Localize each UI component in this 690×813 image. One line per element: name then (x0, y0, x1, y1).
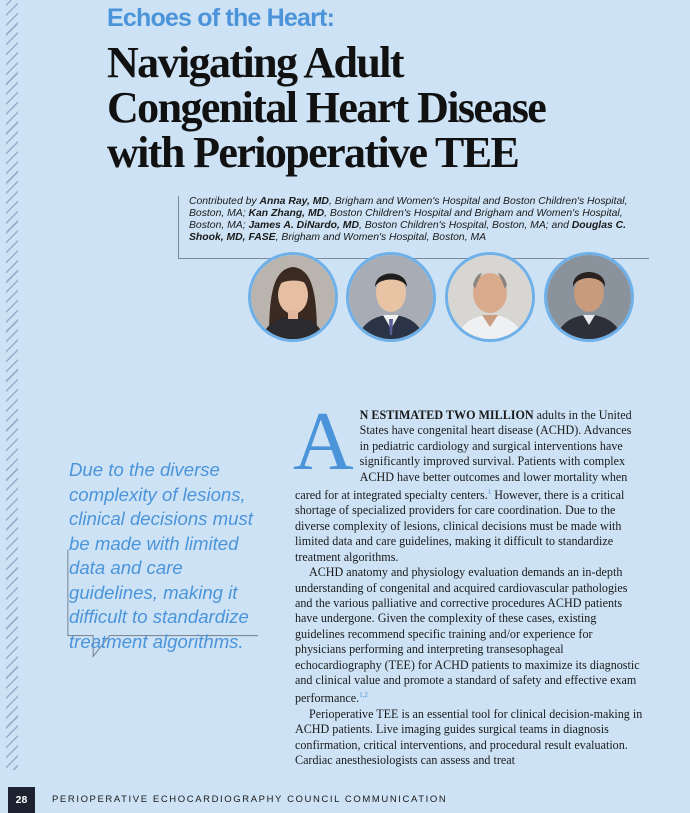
author-affiliation-3: , Boston Children's Hospital, Boston, MA; and (358, 220, 572, 231)
paragraph-1-a: adults in the United States have congenital heart disease (ACHD). Advances in pediatric cardiology and surgical interventions have significantly improved survival. Patients with complex ACHD have better outcomes and lower mortality when cared for at integrated specialty centers. (295, 408, 632, 503)
reference-2[interactable]: 1,2 (359, 691, 368, 700)
author-name-3: James A. DiNardo, MD (248, 220, 359, 231)
byline-frame (178, 196, 649, 259)
paragraph-1-b: However, there is a critical shortage of specialized providers for care coordination. Due to the diverse complexity of lesions, clinical decisions must be made with limited data and care guidelines, making it difficult to standardize treatment algorithms. (295, 488, 625, 564)
page-number: 28 (8, 787, 35, 813)
author-affiliation-1: , Brigham and Women's Hospital and Boston Children's Hospital, Boston, MA; (189, 196, 628, 219)
article-title (107, 40, 545, 175)
pull-quote-text: Due to the diverse complexity of lesions, clinical decisions must be made with limited data and care guidelines, making it difficult to standardize treatment algorithms. (69, 459, 253, 652)
author-photo-3 (445, 252, 535, 342)
publication-name: PERIOPERATIVE ECHOCARDIOGRAPHY COUNCIL COMMUNICATION (52, 794, 448, 805)
author-name-4: Douglas C. Shook, MD, FASE (189, 220, 627, 243)
author-byline (179, 196, 649, 244)
drop-cap: A (293, 395, 354, 488)
author-photo-1 (248, 252, 338, 342)
title-line-2: Congenital Heart Disease (107, 83, 546, 132)
author-affiliation-2: , Boston Children's Hospital and Brigham and Women's Hospital, Boston, MA; (189, 208, 623, 231)
author-affiliation-4: , Brigham and Women's Hospital, Boston, MA (275, 232, 487, 243)
paragraph-3: Perioperative TEE is an essential tool for clinical decision-making in ACHD patients. Live imaging guides surgical teams in diagnosis confirmation, critical interventions, and procedural result evaluation. Cardiac anesthesiologists can assess and treat (295, 706, 643, 767)
author-name-2: Kan Zhang, MD (248, 208, 325, 219)
byline-prefix: Contributed by (189, 196, 260, 207)
author-name-1: Anna Ray, MD (259, 196, 329, 207)
author-photo-2 (346, 252, 436, 342)
title-line-3: with Perioperative TEE (107, 128, 519, 177)
decorative-zigzag-border (6, 0, 18, 770)
author-photo-4 (544, 252, 634, 342)
paragraph-2 (295, 565, 643, 707)
title-line-1: Navigating Adult (107, 38, 403, 87)
reference-1[interactable]: 1 (487, 488, 492, 497)
page-footer (0, 787, 690, 813)
article-kicker: Echoes of the Heart: (107, 4, 335, 32)
article-body (293, 395, 643, 768)
lead-in: N ESTIMATED TWO MILLION (359, 408, 534, 422)
paragraph-2-text: ACHD anatomy and physiology evaluation demands an in-depth understanding of congenital and acquired cardiovascular pathologies and the various palliative and corrective procedures ACHD patients have undergone. Given the complexity of these cases, existing guidelines recommend specific training and/or experience for physicians performing and interpreting transesophageal echocardiography (TEE) for ACHD patients to maximize its diagnostic and clinical value and promote a standard of safety and effective exam performance. (295, 565, 640, 706)
pull-quote (56, 450, 268, 660)
